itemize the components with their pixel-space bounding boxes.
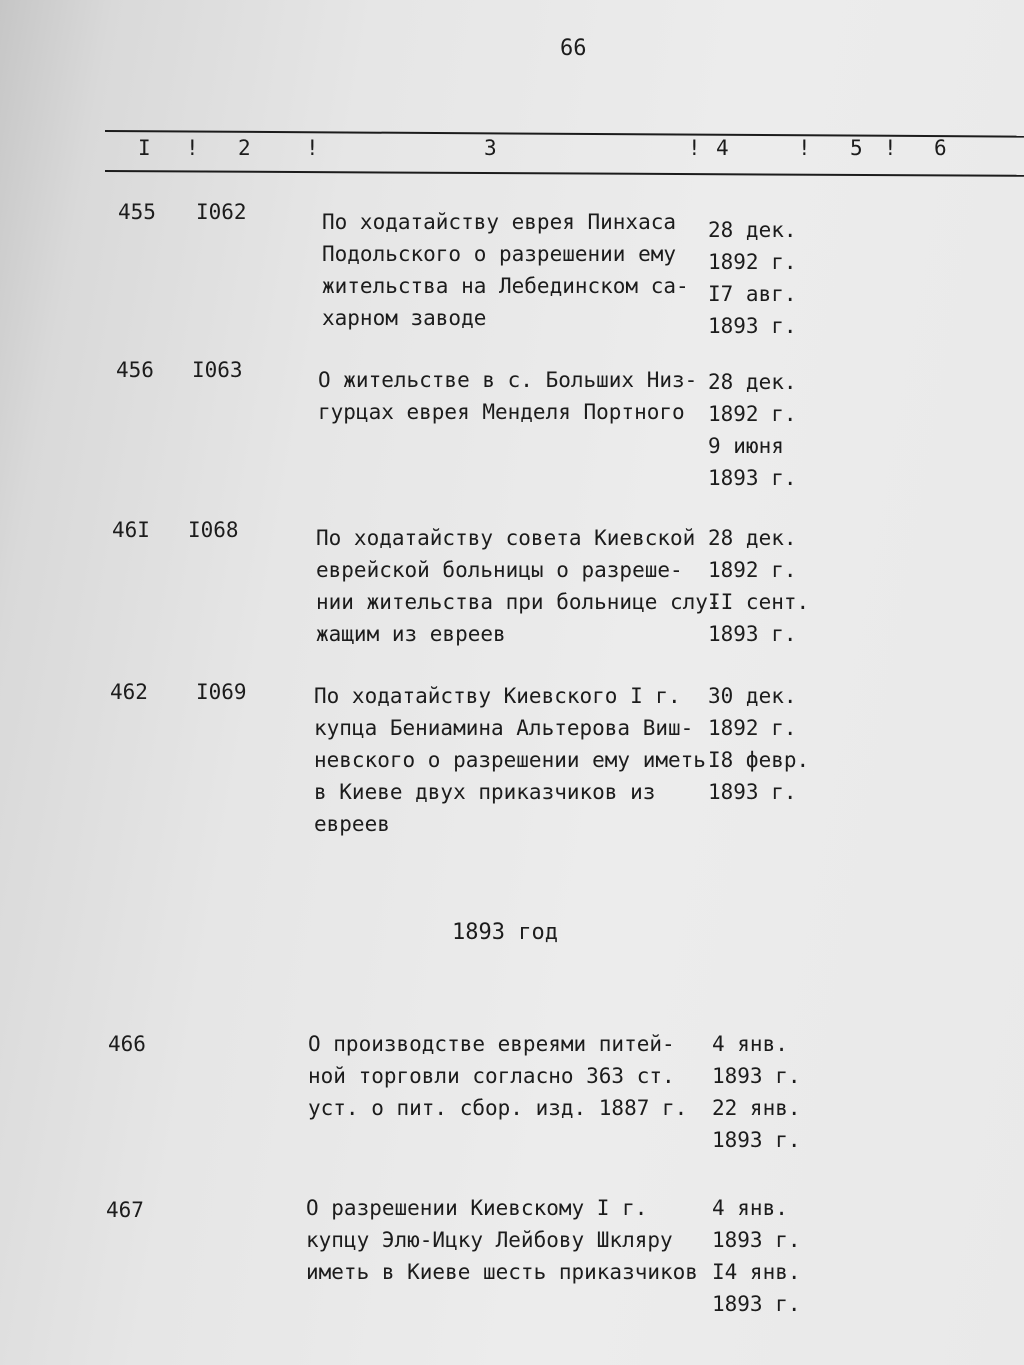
header-bottom-rule <box>105 170 1024 177</box>
page-number: 66 <box>560 36 587 61</box>
description-line: в Киеве двух приказчиков из <box>314 780 656 804</box>
header-col-5: 5 <box>850 136 863 160</box>
date-line: 1892 г. <box>708 402 797 426</box>
header-separator: ! <box>798 136 811 160</box>
date-line: II сент. <box>708 590 810 614</box>
entry-dates <box>712 1028 801 1156</box>
date-line: 9 июня <box>708 434 784 458</box>
description-line: По ходатайству еврея Пинхаса <box>322 210 677 234</box>
date-line: I7 авг. <box>708 282 797 306</box>
header-col-3: 3 <box>484 136 497 160</box>
date-line: 1893 г. <box>712 1128 801 1152</box>
date-line: I4 янв. <box>712 1260 801 1284</box>
entry-description <box>316 522 721 650</box>
year-heading: 1893 год <box>452 920 558 945</box>
date-line: 1893 г. <box>712 1064 801 1088</box>
entry-number: 455 <box>118 200 156 224</box>
entry-description <box>314 680 706 840</box>
description-line: иметь в Киеве шесть приказчиков <box>306 1260 698 1284</box>
date-line: 30 дек. <box>708 684 797 708</box>
description-line: гурцах еврея Менделя Портного <box>318 400 685 424</box>
file-number: I069 <box>196 680 247 704</box>
date-line: 1892 г. <box>708 558 797 582</box>
entry-number: 46I <box>112 518 150 542</box>
date-line: 28 дек. <box>708 218 797 242</box>
description-line: жащим из евреев <box>316 622 506 646</box>
date-line: 1893 г. <box>708 780 797 804</box>
description-line: О разрешении Киевскому I г. <box>306 1196 648 1220</box>
entry-description <box>308 1028 687 1124</box>
date-line: 1892 г. <box>708 250 797 274</box>
date-line: 1893 г. <box>708 466 797 490</box>
entry-number: 462 <box>110 680 148 704</box>
file-number: I068 <box>188 518 239 542</box>
description-line: ной торговли согласно 363 ст. <box>308 1064 675 1088</box>
date-line: 4 янв. <box>712 1196 788 1220</box>
header-separator: ! <box>688 136 701 160</box>
entry-description <box>318 364 697 428</box>
date-line: 1893 г. <box>708 622 797 646</box>
entry-number: 456 <box>116 358 154 382</box>
date-line: 22 янв. <box>712 1096 801 1120</box>
description-line: О производстве евреями питей- <box>308 1032 675 1056</box>
description-line: Подольского о разрешении ему <box>322 242 677 266</box>
description-line: еврейской больницы о разреше- <box>316 558 683 582</box>
description-line: невского о разрешении ему иметь <box>314 748 706 772</box>
header-col-4: 4 <box>716 136 729 160</box>
date-line: 1893 г. <box>708 314 797 338</box>
header-col-6: 6 <box>934 136 947 160</box>
file-number: I062 <box>196 200 247 224</box>
header-col-2: 2 <box>238 136 251 160</box>
file-number: I063 <box>192 358 243 382</box>
description-line: купца Бениамина Альтерова Виш- <box>314 716 694 740</box>
description-line: По ходатайству совета Киевской <box>316 526 696 550</box>
entry-dates <box>712 1192 801 1320</box>
description-line: харном заводе <box>322 306 487 330</box>
entry-number: 466 <box>108 1032 146 1056</box>
date-line: 28 дек. <box>708 526 797 550</box>
header-separator: ! <box>186 136 199 160</box>
header-separator: ! <box>306 136 319 160</box>
entry-dates <box>708 680 809 808</box>
date-line: 1893 г. <box>712 1228 801 1252</box>
header-col-1: I <box>138 136 151 160</box>
entry-dates <box>708 366 797 494</box>
entry-description <box>306 1192 698 1288</box>
entry-dates <box>708 214 797 342</box>
description-line: О жительстве в с. Больших Низ- <box>318 368 698 392</box>
description-line: евреев <box>314 812 390 836</box>
date-line: 1893 г. <box>712 1292 801 1316</box>
date-line: 1892 г. <box>708 716 797 740</box>
header-separator: ! <box>884 136 897 160</box>
description-line: По ходатайству Киевского I г. <box>314 684 681 708</box>
date-line: 4 янв. <box>712 1032 788 1056</box>
entry-number: 467 <box>106 1198 144 1222</box>
description-line: купцу Элю-Ицку Лейбову Шкляру <box>306 1228 673 1252</box>
entry-description <box>322 206 689 334</box>
description-line: нии жительства при больнице слу- <box>316 590 721 614</box>
date-line: I8 февр. <box>708 748 810 772</box>
description-line: жительства на Лебединском са- <box>322 274 689 298</box>
description-line: уст. о пит. сбор. изд. 1887 г. <box>308 1096 688 1120</box>
date-line: 28 дек. <box>708 370 797 394</box>
entry-dates <box>708 522 809 650</box>
